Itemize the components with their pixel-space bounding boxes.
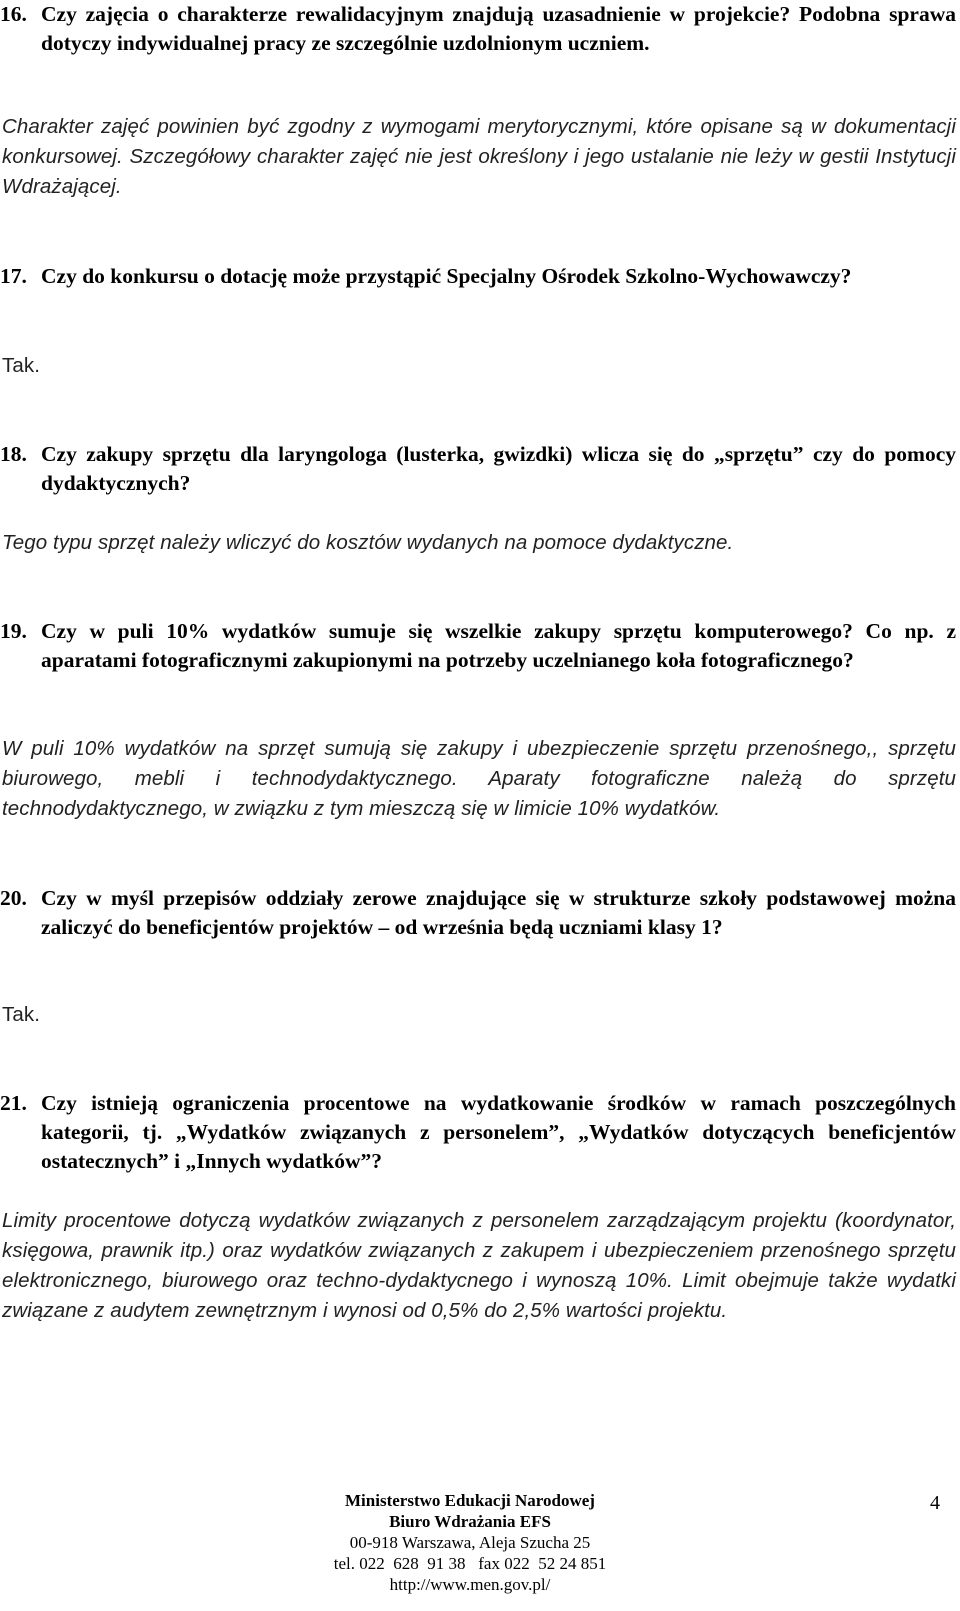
footer-phone: tel. 022 628 91 38 fax 022 52 24 851	[333, 1554, 607, 1573]
question-number: 21.	[0, 1091, 27, 1115]
question-text: Czy w myśl przepisów oddziały zerowe znajdujące się w strukturze szkoły podstawowej można zaliczyć do beneficjentów projektów – od września będą uczniami klasy 1?	[41, 886, 956, 939]
question-text: Czy zakupy sprzętu dla laryngologa (lusterka, gwizdki) wlicza się do „sprzętu” czy do pomocy dydaktycznych?	[41, 442, 956, 495]
question-number: 18.	[0, 442, 27, 466]
question-text: Czy istnieją ograniczenia procentowe na wydatkowanie środków w ramach poszczególnych kategorii, tj. „Wydatków związanych z personelem”, „Wydatków dotyczących beneficjentów ostatecznych” i „Innych wydatków”?	[41, 1091, 956, 1173]
footer-address: 00-918 Warszawa, Aleja Szucha 25	[349, 1533, 591, 1552]
answer-19: W puli 10% wydatków na sprzęt sumują się zakupy i ubezpieczenie sprzętu przenośnego,, sprzętu biurowego, mebli i technodydaktycznego. Aparaty fotograficzne należą do sprzętu technodydaktycznego, w związku z tym mieszczą się w limicie 10% wydatków.	[2, 737, 956, 820]
question-19	[0, 617, 956, 675]
footer-ministry: Ministerstwo Edukacji Narodowej	[345, 1491, 595, 1510]
question-18	[0, 440, 956, 498]
question-17	[0, 262, 956, 291]
question-text: Czy zajęcia o charakterze rewalidacyjnym znajdują uzasadnienie w projekcie? Podobna sprawa dotyczy indywidualnej pracy ze szczególnie uzdolnionym uczniem.	[41, 2, 956, 55]
answer-17: Tak.	[2, 354, 40, 377]
footer-office: Biuro Wdrażania EFS	[389, 1512, 551, 1531]
answer-18: Tego typu sprzęt należy wliczyć do kosztów wydanych na pomoce dydaktyczne.	[2, 531, 734, 554]
page-footer	[290, 1490, 650, 1595]
page-number: 4	[930, 1492, 940, 1514]
question-number: 19.	[0, 619, 27, 643]
answer-16: Charakter zajęć powinien być zgodny z wymogami merytorycznymi, które opisane są w dokumentacji konkursowej. Szczegółowy charakter zajęć nie jest określony i jego ustalanie nie leży w gestii Instytucji Wdrażającej.	[2, 115, 956, 198]
question-number: 20.	[0, 886, 27, 910]
question-text: Czy w puli 10% wydatków sumuje się wszelkie zakupy sprzętu komputerowego? Co np. z aparatami fotograficznymi zakupionymi na potrzeby uczelnianego koła fotograficznego?	[41, 619, 956, 672]
question-16	[0, 0, 956, 58]
question-text: Czy do konkursu o dotację może przystąpić Specjalny Ośrodek Szkolno-Wychowawczy?	[41, 264, 852, 288]
question-number: 16.	[0, 2, 27, 26]
question-20	[0, 884, 956, 942]
question-21	[0, 1089, 956, 1176]
footer-website: http://www.men.gov.pl/	[389, 1575, 551, 1594]
answer-20: Tak.	[2, 1003, 40, 1026]
answer-21: Limity procentowe dotyczą wydatków związanych z personelem zarządzającym projektu (koordynator, księgowa, prawnik itp.) oraz wydatków związanych z zakupem i ubezpieczeniem przenośnego sprzętu elektronicznego, biurowego oraz techno-dydaktycnego i wynoszą 10%. Limit obejmuje także wydatki związane z audytem zewnętrznym i wynosi od 0,5% do 2,5% wartości projektu.	[2, 1209, 956, 1322]
question-number: 17.	[0, 264, 27, 288]
